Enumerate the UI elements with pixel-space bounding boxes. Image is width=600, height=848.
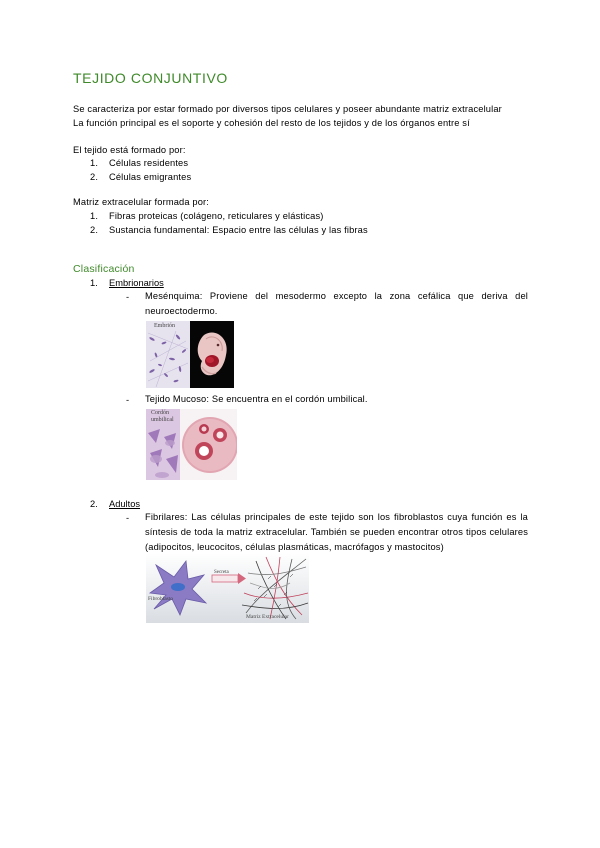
embryo-drawing [190, 321, 234, 388]
list-label: Fibras proteicas (colágeno, reticulares y elásticas) [109, 211, 324, 221]
list-number: 1. [90, 211, 99, 221]
intro-line-2: La función principal es el soporte y cohesión del resto de los tejidos y de los órganos entre sí [73, 118, 470, 128]
mesenquima-text: Mesénquima: Proviene del mesodermo excepto la zona cefálica que deriva del neuroectodermo. [145, 291, 528, 316]
fibroblast-matrix-image [146, 553, 309, 623]
section-label: Adultos [109, 499, 141, 509]
list-number: 1. [90, 158, 99, 168]
figure-label-embrion: Embrión [154, 323, 175, 329]
formed-by-heading: El tejido está formado por: [73, 145, 186, 155]
umbilical-cord-image [180, 409, 237, 480]
fibrilares-text: Fibrilares: Las células principales de este tejido son los fibroblastos cuya función es la síntesis de toda la matriz extracelular. También se pueden encontrar otros tipos celulares (adipocitos, leucocitos, células plasmáticas, macrófagos y mastocitos) [145, 512, 528, 552]
figure-label-fibroblasto: Fibroblasto [148, 596, 174, 602]
bullet-dash: - [126, 395, 130, 405]
section-number: 2. [90, 499, 98, 509]
section-number: 1. [90, 278, 98, 288]
section-embrionarios [90, 278, 164, 288]
mesenchyme-histology-image [146, 321, 190, 388]
list-item [90, 225, 368, 235]
bullet-dash: - [126, 292, 130, 302]
embryo-image [190, 321, 234, 388]
section-adultos [90, 499, 140, 509]
page-title: TEJIDO CONJUNTIVO [73, 70, 228, 86]
mucous-tissue-histology-image [146, 409, 180, 480]
umbilical-cord-drawing [180, 409, 237, 480]
list-number: 2. [90, 225, 99, 235]
figure-label-secreta: Secreta [214, 570, 229, 575]
intro-line-1: Se caracteriza por estar formado por diversos tipos celulares y poseer abundante matriz extracelular [73, 104, 502, 114]
figure-label-umbilical: umbilical [151, 417, 174, 423]
list-label: Células residentes [109, 158, 189, 168]
figure-label-cordon: Cordón [151, 410, 169, 416]
fibroblast-matrix-drawing [146, 553, 309, 623]
list-item [90, 211, 323, 221]
section-label: Embrionarios [109, 278, 164, 288]
figure-label-matriz-extracelular: Matriz Extracelular [246, 614, 289, 620]
list-item [90, 172, 191, 182]
classification-heading: Clasificación [73, 263, 135, 275]
list-label: Sustancia fundamental: Espacio entre las células y las fibras [109, 225, 368, 235]
tejido-mucoso-text: Tejido Mucoso: Se encuentra en el cordón umbilical. [145, 394, 368, 404]
list-label: Células emigrantes [109, 172, 192, 182]
matrix-heading: Matriz extracelular formada por: [73, 197, 210, 207]
list-number: 2. [90, 172, 99, 182]
mesenchyme-histology-drawing [146, 321, 190, 388]
bullet-dash: - [126, 513, 130, 523]
list-item [90, 158, 188, 168]
